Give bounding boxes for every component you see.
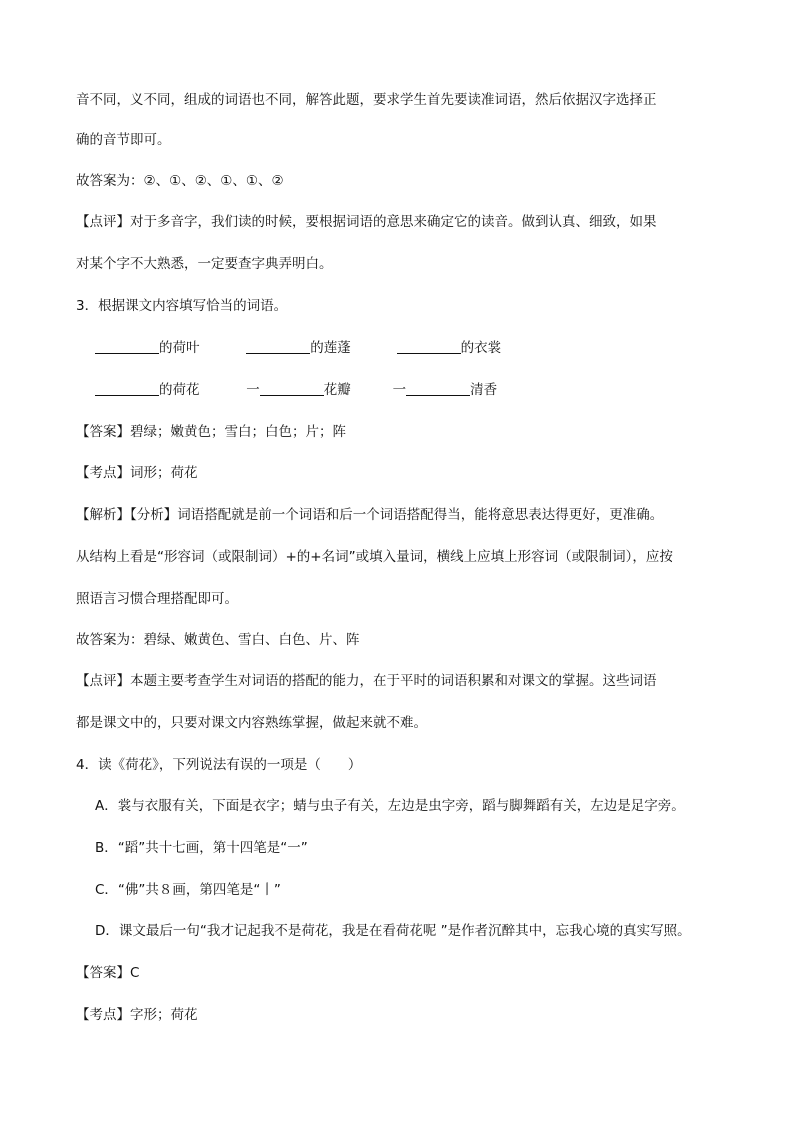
fill-word: 的莲蓬 — [310, 340, 351, 356]
answer-line: 故答案为：②、①、②、①、①、② — [76, 173, 284, 189]
paragraph-line: 确的音节即可。 — [76, 132, 171, 148]
fill-prefix: 一 — [246, 382, 260, 398]
comment-line: 对某个字不大熟悉，一定要查字典弄明白。 — [76, 256, 333, 272]
option-d: D．课文最后一句“我才记起我不是荷花，我是在看荷花呢 ”是作者沉醉其中，忘我心境的真实写照。 — [95, 923, 691, 939]
blank-line — [95, 381, 159, 396]
option-a: A．裳与衣服有关，下面是衣字；蜻与虫子有关，左边是虫字旁，蹈与脚舞蹈有关，左边是足字旁。 — [95, 798, 685, 814]
knowledge-point-line: 【考点】字形；荷花 — [76, 1007, 198, 1023]
blank-line — [246, 339, 310, 354]
blank-line — [406, 381, 470, 396]
fill-blank-row-1 — [95, 338, 501, 358]
paragraph-line: 音不同，义不同，组成的词语也不同，解答此题，要求学生首先要读准词语，然后依据汉字选择正 — [76, 92, 657, 108]
option-c: C．“佛”共８画，第四笔是“丨” — [95, 882, 281, 898]
answer-line: 【答案】碧绿；嫩黄色；雪白；白色；片；阵 — [76, 424, 346, 440]
analysis-line: 照语言习惯合理搭配即可。 — [76, 591, 238, 607]
comment-line: 都是课文中的，只要对课文内容熟练掌握，做起来就不难。 — [76, 715, 427, 731]
blank-line — [260, 381, 324, 396]
fill-word: 的荷花 — [159, 382, 200, 398]
analysis-line: 从结构上看是“形容词（或限制词）+的+名词”或填入量词，横线上应填上形容词（或限制词），应按 — [76, 549, 673, 565]
fill-word: 清香 — [470, 382, 498, 398]
analysis-line: 【解析】【分析】词语搭配就是前一个词语和后一个词语搭配得当，能将意思表达得更好，更准确。 — [76, 507, 664, 523]
question-4-title: 4．读《荷花》，下列说法有误的一项是（ ） — [76, 757, 362, 773]
blank-line — [397, 339, 461, 354]
option-b: B．“蹈”共十七画，第十四笔是“一” — [95, 840, 308, 856]
answer-line: 故答案为：碧绿、嫩黄色、雪白、白色、片、阵 — [76, 632, 360, 648]
fill-word: 的荷叶 — [159, 340, 200, 356]
answer-line: 【答案】C — [76, 965, 140, 981]
fill-blank-row-2 — [95, 380, 497, 400]
blank-line — [95, 339, 159, 354]
fill-word: 花瓣 — [323, 382, 351, 398]
fill-prefix: 一 — [392, 382, 407, 398]
fill-word: 的衣裳 — [460, 340, 502, 356]
knowledge-point-line: 【考点】词形；荷花 — [76, 465, 198, 481]
comment-line: 【点评】本题主要考查学生对词语的搭配的能力，在于平时的词语积累和对课文的掌握。这些词语 — [76, 673, 657, 689]
comment-line: 【点评】对于多音字，我们读的时候，要根据词语的意思来确定它的读音。做到认真、细致，如果 — [76, 214, 657, 230]
question-3-title: 3．根据课文内容填写恰当的词语。 — [76, 298, 288, 314]
